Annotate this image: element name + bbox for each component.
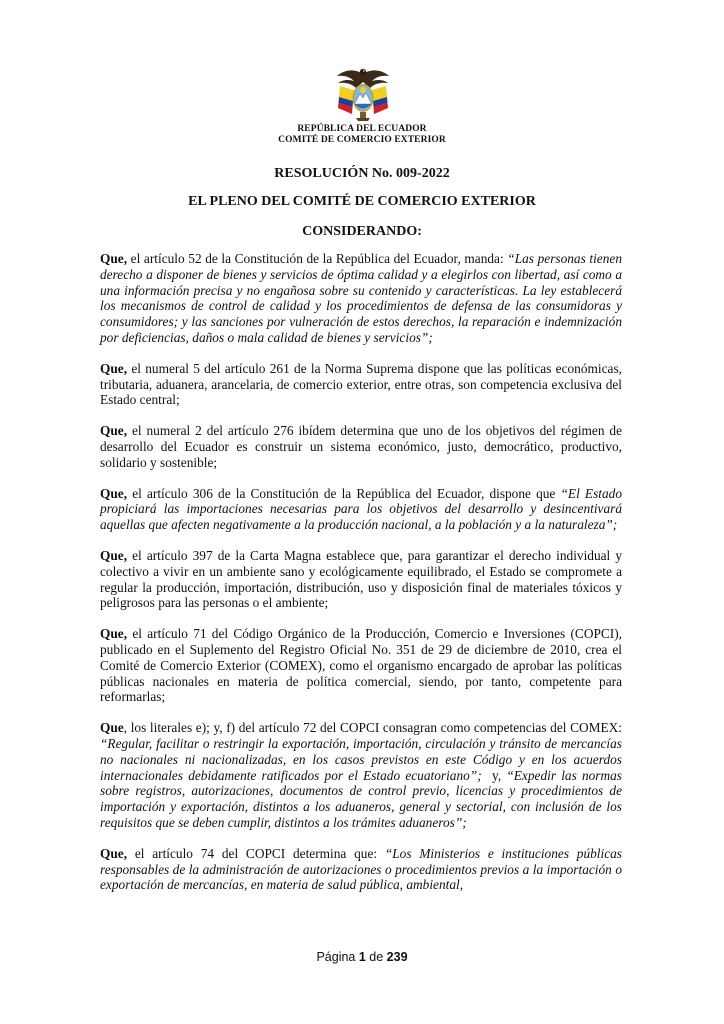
header-institution: COMITÉ DE COMERCIO EXTERIOR — [278, 135, 446, 145]
paragraph-quote: “Regular, facilitar o restringir la exportación, importación, circulación y tránsito de mercancías no nacionales ni nacionalizadas, en los casos previstos en este Código y en los acuerdos internacionales debidamente ratificados por el Estado ecuatoriano”; — [100, 735, 622, 783]
paragraph — [100, 423, 622, 470]
paragraph-quote: “Las personas tienen derecho a disponer de bienes y servicios de óptima calidad y a elegirlos con libertad, así como a una información precisa y no engañosa sobre su contenido y características. La ley establecerá los mecanismos de control de calidad y los procedimientos de defensa de las consumidoras y consumidores; y las sanciones por vulneración de estos derechos, la reparación e indemnización por deficiencias, daños o mala calidad de bienes y servicios”; — [100, 251, 622, 345]
total-pages: 239 — [386, 950, 408, 964]
paragraph-text: , los literales e); y, f) del artículo 72 del COPCI consagran como competencias del COMEX: — [123, 720, 622, 736]
paragraph-connector: y, — [481, 767, 507, 783]
section-title: CONSIDERANDO: — [302, 224, 422, 239]
page-label: Página — [316, 950, 359, 964]
paragraph-text: el artículo 52 de la Constitución de la República del Ecuador, manda: — [127, 251, 508, 266]
paragraph-text: el artículo 71 del Código Orgánico de la Producción, Comercio e Inversiones (COPCI), publicado en el Suplemento del Registro Oficial No. 351 de 29 de diciembre de 2010, crea el Comité de Comercio Exterior (COMEX), como el organismo encargado de aprobar las políticas públicas nacionales en materia de política comercial, siendo, por tanto, competente para reformarlas; — [100, 626, 622, 705]
paragraph-text: el numeral 2 del artículo 276 ibídem determina que uno de los objetivos del régimen de desarrollo del Ecuador es construir un sistema económico, justo, democrático, productivo, solidario y sostenible; — [100, 423, 622, 470]
page-separator: de — [365, 950, 387, 964]
paragraph-text: el numeral 5 del artículo 261 de la Norma Suprema dispone que las políticas económicas, tributaria, aduanera, arancelaria, de comercio exterior, entre otras, son competencia exclusiva del Estado central; — [100, 360, 622, 408]
paragraph-lead: Que, — [100, 626, 128, 642]
ecuador-coat-of-arms-icon — [334, 64, 392, 122]
paragraph-lead: Que, — [100, 845, 128, 861]
header-country: REPÚBLICA DEL ECUADOR — [297, 124, 427, 134]
body-title: EL PLENO DEL COMITÉ DE COMERCIO EXTERIOR — [188, 194, 536, 209]
paragraph-lead: Que, — [100, 423, 128, 439]
paragraph-lead: Que, — [100, 547, 128, 563]
paragraph — [100, 361, 622, 408]
paragraph-lead: Que, — [100, 360, 128, 376]
document-body — [100, 251, 622, 908]
resolution-title: RESOLUCIÓN No. 009-2022 — [274, 166, 450, 181]
paragraph — [100, 720, 622, 831]
paragraph-quote: “El Estado propiciará las importaciones necesarias para los objetivos del desarrollo y desincentivará aquellas que afecten negativamente a la producción nacional, a la población y a la naturaleza”; — [100, 485, 622, 533]
paragraph-lead: Que, — [100, 251, 128, 266]
paragraph — [100, 548, 622, 611]
paragraph-text: el artículo 306 de la Constitución de la República del Ecuador, dispone que — [127, 485, 561, 501]
paragraph — [100, 626, 622, 705]
paragraph-quote: “Expedir las normas sobre registros, autorizaciones, documentos de control previo, licencias y procedimientos de importación y exportación, distintos a los aduaneros, general y sectorial, con inclusión de los requisitos que se deben cumplir, distintos a los trámites aduaneros”; — [100, 767, 622, 830]
paragraph — [100, 846, 622, 893]
page-number — [0, 950, 724, 964]
document-header — [0, 124, 724, 146]
paragraph-text: el artículo 74 del COPCI determina que: — [127, 845, 385, 861]
paragraph-lead: Que — [100, 720, 124, 736]
current-page: 1 — [358, 950, 366, 964]
paragraph-text: el artículo 397 de la Carta Magna establece que, para garantizar el derecho individual y colectivo a vivir en un ambiente sano y ecológicamente equilibrado, el Estado se compromete a regular la producción, importación, distribución, uso y disposición final de materiales tóxicos y peligrosos para las personas o el ambiente; — [100, 547, 622, 611]
paragraph-lead: Que, — [100, 485, 128, 501]
paragraph-quote: “Los Ministerios e instituciones públicas responsables de la administración de autorizaciones o procedimientos previos a la importación o exportación de mercancías, en materia de salud pública, ambiental, — [100, 845, 622, 893]
paragraph — [100, 251, 622, 346]
paragraph — [100, 486, 622, 533]
